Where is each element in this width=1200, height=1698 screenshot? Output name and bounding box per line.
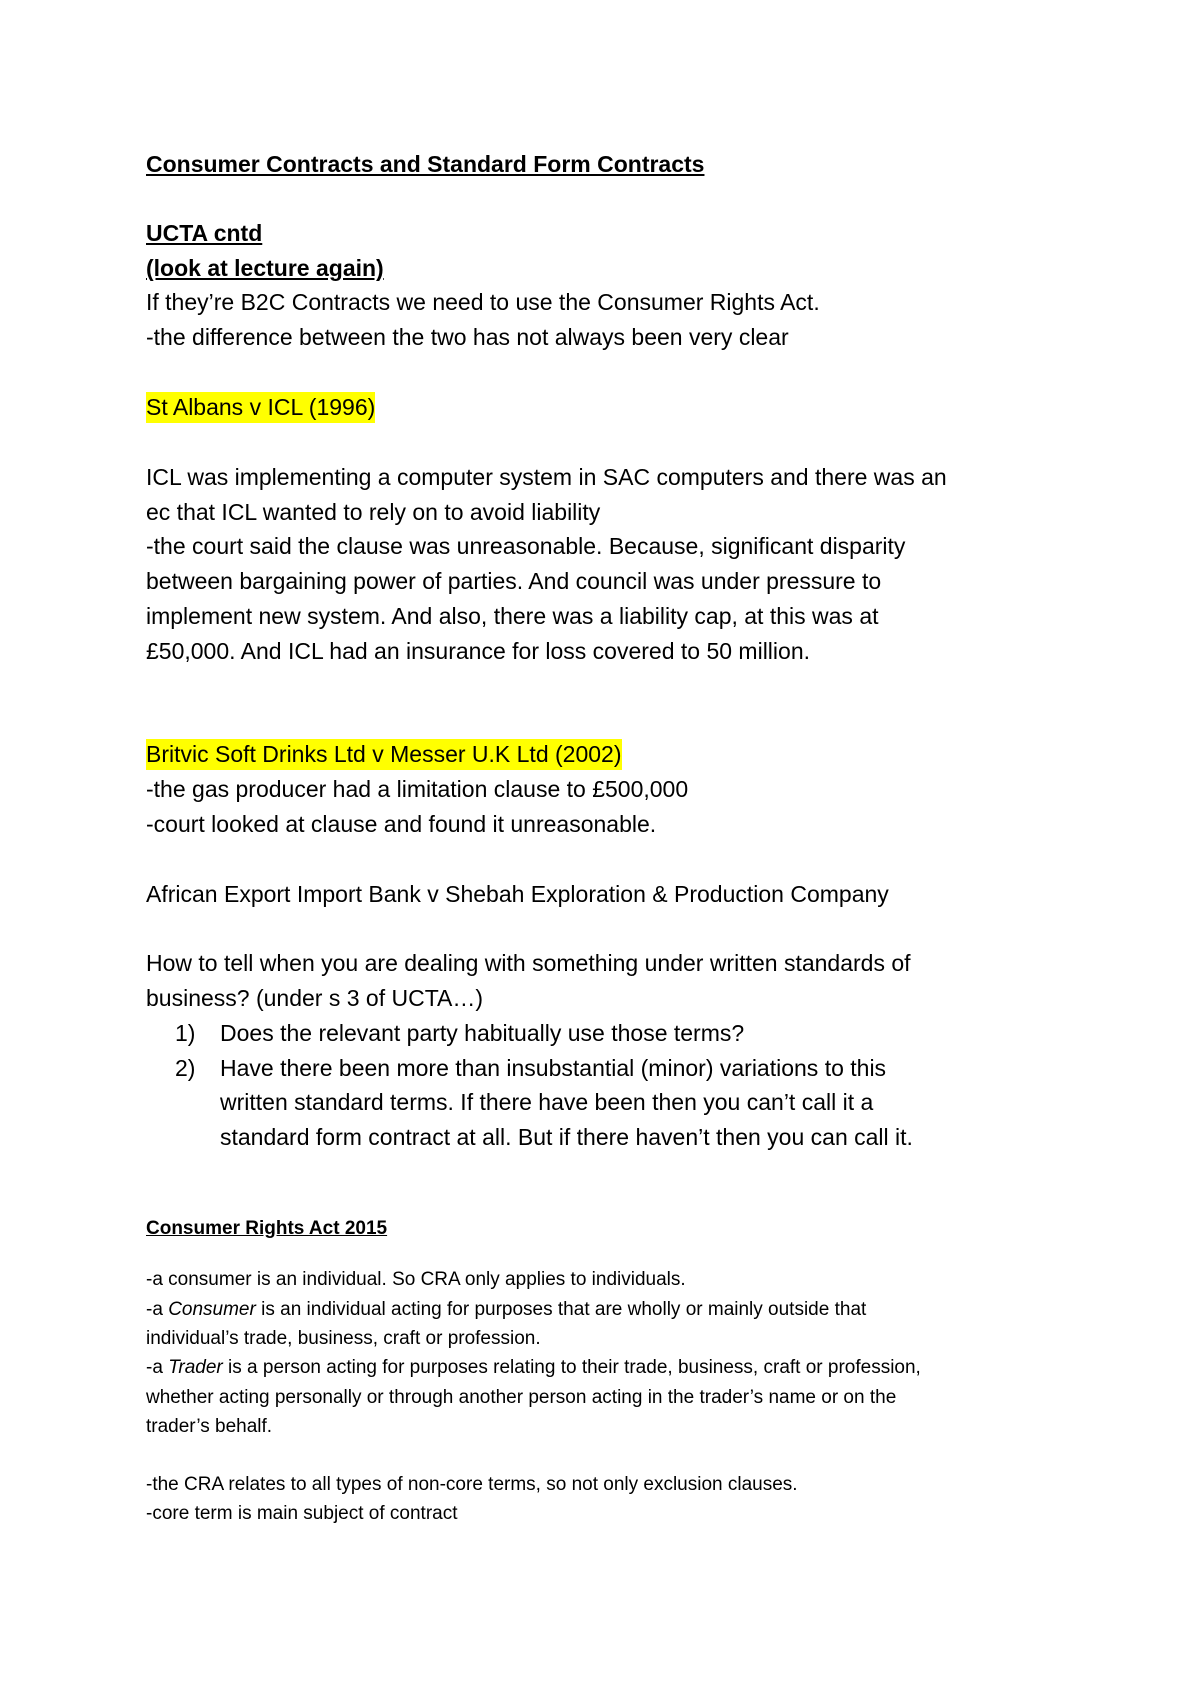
definition-text: is a person acting for purposes relating to their trade, business, craft or profession,: [222, 1357, 921, 1378]
highlighted-case-name: Britvic Soft Drinks Ltd v Messer U.K Ltd (2002): [146, 739, 622, 770]
britvic-line: -court looked at clause and found it unreasonable.: [146, 811, 657, 837]
cra-line: individual’s trade, business, craft or profession.: [146, 1328, 541, 1349]
definition-text: is an individual acting for purposes that are wholly or mainly outside that: [255, 1299, 867, 1320]
cra-line: trader’s behalf.: [146, 1416, 273, 1437]
list-item-text: standard form contract at all. But if there haven’t then you can call it.: [220, 1124, 913, 1150]
st-albans-line: ec that ICL wanted to rely on to avoid liability: [146, 499, 601, 525]
ucta-note: (look at lecture again): [146, 255, 384, 281]
how-to-line: business? (under s 3 of UCTA…): [146, 985, 484, 1011]
case-heading-st-albans: [146, 396, 375, 419]
cra-line: -the CRA relates to all types of non-core terms, so not only exclusion clauses.: [146, 1474, 798, 1495]
defined-term: Consumer: [168, 1299, 256, 1320]
st-albans-line: between bargaining power of parties. And council was under pressure to: [146, 568, 882, 594]
cra-line: -a consumer is an individual. So CRA only applies to individuals.: [146, 1269, 686, 1290]
list-item-text: Does the relevant party habitually use those terms?: [220, 1020, 745, 1046]
cra-line: -core term is main subject of contract: [146, 1503, 458, 1524]
st-albans-line: £50,000. And ICL had an insurance for loss covered to 50 million.: [146, 638, 811, 664]
britvic-line: -the gas producer had a limitation clause to £500,000: [146, 776, 689, 802]
ucta-heading: UCTA cntd: [146, 220, 263, 246]
case-heading-britvic: [146, 743, 622, 766]
document-title: Consumer Contracts and Standard Form Contracts: [146, 151, 705, 177]
st-albans-line: ICL was implementing a computer system in SAC computers and there was an: [146, 464, 947, 490]
ucta-line: If they’re B2C Contracts we need to use the Consumer Rights Act.: [146, 289, 820, 315]
highlighted-case-name: St Albans v ICL (1996): [146, 392, 375, 423]
cra-line: whether acting personally or through another person acting in the trader’s name or on the: [146, 1387, 897, 1408]
cra-trader-definition: [146, 1358, 921, 1377]
ucta-line: -the difference between the two has not always been very clear: [146, 324, 789, 350]
cra-heading: Consumer Rights Act 2015: [146, 1218, 388, 1239]
defined-term: Trader: [168, 1357, 223, 1378]
definition-prefix: -a: [146, 1299, 169, 1320]
cra-consumer-definition: [146, 1300, 866, 1319]
case-heading-african-export: African Export Import Bank v Shebah Exploration & Production Company: [146, 881, 889, 907]
st-albans-line: implement new system. And also, there was a liability cap, at this was at: [146, 603, 879, 629]
st-albans-line: -the court said the clause was unreasonable. Because, significant disparity: [146, 533, 906, 559]
definition-prefix: -a: [146, 1357, 169, 1378]
list-number: 1): [175, 1020, 196, 1046]
list-number: 2): [175, 1055, 196, 1081]
how-to-line: How to tell when you are dealing with something under written standards of: [146, 950, 911, 976]
list-item-text: Have there been more than insubstantial (minor) variations to this: [220, 1055, 887, 1081]
list-item-text: written standard terms. If there have been then you can’t call it a: [220, 1089, 874, 1115]
